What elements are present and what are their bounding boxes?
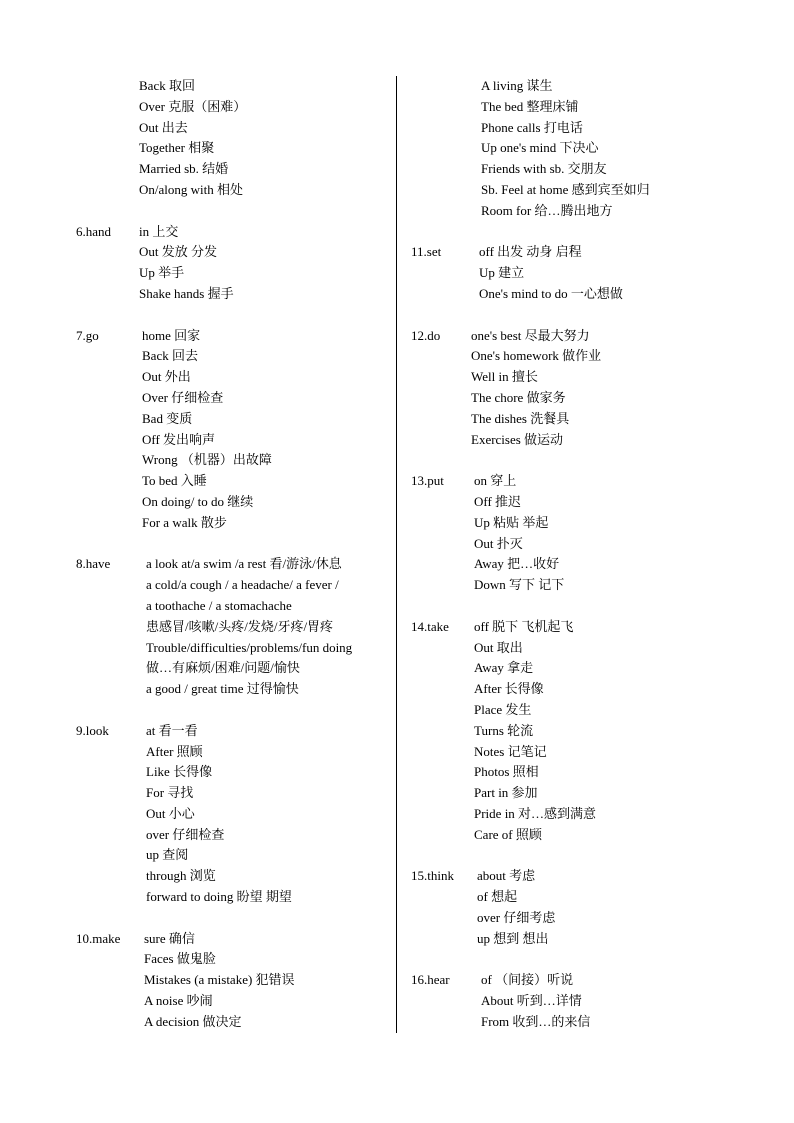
verb-heading [76, 1012, 144, 1033]
phrase-line [76, 450, 391, 471]
verb-heading: 16.hear [411, 972, 450, 988]
phrase-line [76, 638, 391, 659]
phrase-text: Out 外出 [142, 369, 191, 385]
phrase-line [76, 949, 391, 970]
phrase-text: After 照顾 [146, 743, 203, 759]
phrase-group-go [76, 326, 391, 534]
phrase-text: Married sb. 结婚 [139, 161, 229, 177]
phrase-line [411, 76, 771, 97]
phrase-line [411, 367, 771, 388]
phrase-line [76, 180, 391, 201]
phrase-text: Over 仔细检查 [142, 389, 224, 405]
verb-heading [411, 430, 471, 451]
phrase-text: at 看一看 [146, 722, 198, 738]
verb-heading: 7.go [76, 327, 99, 343]
phrase-line [411, 991, 771, 1012]
phrase-text: On doing/ to do 继续 [142, 493, 254, 509]
verb-heading: 15.think [411, 868, 454, 884]
phrase-text: Out 取出 [474, 639, 523, 655]
phrase-text: Shake hands 握手 [139, 285, 234, 301]
phrase-text: off 出发 动身 启程 [479, 244, 582, 260]
verb-heading [76, 492, 142, 513]
phrase-text: About 听到…详情 [481, 993, 582, 1009]
verb-heading [76, 263, 139, 284]
verb-heading [411, 76, 481, 97]
verb-heading [76, 346, 142, 367]
phrase-line [76, 222, 391, 243]
phrase-text: Sb. Feel at home 感到宾至如归 [481, 181, 650, 197]
phrase-text: 患感冒/咳嗽/头疼/发烧/牙疼/胃疼 [146, 618, 334, 634]
verb-heading: 9.look [76, 722, 109, 738]
phrase-text: Off 发出响声 [142, 431, 216, 447]
verb-heading [76, 742, 146, 763]
phrase-line [76, 138, 391, 159]
phrase-line [76, 471, 391, 492]
verb-heading [411, 929, 477, 950]
verb-heading [411, 97, 481, 118]
verb-heading [76, 679, 146, 700]
verb-heading [411, 284, 479, 305]
phrase-line [411, 180, 771, 201]
phrase-text: Faces 做鬼脸 [144, 951, 216, 967]
phrase-text: The dishes 洗餐具 [471, 410, 570, 426]
verb-heading: 10.make [76, 930, 121, 946]
phrase-text: Together 相聚 [139, 140, 215, 156]
phrase-text: Turns 轮流 [474, 722, 534, 738]
phrase-line [76, 242, 391, 263]
verb-heading [411, 908, 477, 929]
verb-heading [411, 679, 474, 700]
verb-heading [76, 367, 142, 388]
phrase-line [76, 159, 391, 180]
phrase-group-put [411, 471, 771, 596]
phrase-line [411, 201, 771, 222]
phrase-text: a cold/a cough / a headache/ a fever / [146, 577, 339, 593]
verb-heading [76, 804, 146, 825]
verb-heading [411, 721, 474, 742]
verb-heading [76, 284, 139, 305]
phrase-text: The bed 整理床铺 [481, 98, 579, 114]
phrase-line [411, 138, 771, 159]
phrase-line [411, 263, 771, 284]
phrase-text: about 考虑 [477, 868, 536, 884]
phrase-line [411, 804, 771, 825]
phrase-text: Exercises 做运动 [471, 431, 564, 447]
phrase-line [411, 492, 771, 513]
phrase-text: 做…有麻烦/困难/问题/愉快 [146, 660, 300, 676]
verb-heading [76, 575, 146, 596]
phrase-group-cont-make [411, 76, 771, 222]
verb-heading [411, 367, 471, 388]
phrase-line [76, 76, 391, 97]
phrase-group-cont-get [76, 76, 391, 201]
phrase-text: Over 克服（困难） [139, 98, 247, 114]
phrase-line [76, 825, 391, 846]
verb-heading [76, 409, 142, 430]
phrase-line [411, 825, 771, 846]
verb-heading: 11.set [411, 244, 442, 260]
phrase-line [76, 617, 391, 638]
phrase-line [411, 970, 771, 991]
phrase-line [411, 742, 771, 763]
phrase-text: on 穿上 [474, 473, 517, 489]
phrase-text: Like 长得像 [146, 764, 213, 780]
phrase-group-set [411, 242, 771, 304]
verb-heading [76, 450, 142, 471]
verb-heading [411, 159, 481, 180]
right-column [411, 76, 771, 1033]
phrase-line [411, 700, 771, 721]
phrase-text: Mistakes (a mistake) 犯错误 [144, 972, 295, 988]
verb-heading [76, 180, 139, 201]
phrase-line [76, 97, 391, 118]
phrase-text: Phone calls 打电话 [481, 119, 583, 135]
phrase-group-do [411, 326, 771, 451]
phrase-line [411, 762, 771, 783]
verb-heading [76, 970, 144, 991]
verb-heading [76, 783, 146, 804]
phrase-group-have [76, 554, 391, 700]
phrase-text: Up one's mind 下决心 [481, 140, 599, 156]
phrase-text: Room for 给…腾出地方 [481, 202, 613, 218]
phrase-text: over 仔细考虑 [477, 909, 556, 925]
verb-heading: 13.put [411, 473, 444, 489]
phrase-line [411, 783, 771, 804]
phrase-text: Out 小心 [146, 805, 195, 821]
phrase-line [411, 326, 771, 347]
phrase-line [76, 721, 391, 742]
phrase-text: To bed 入睡 [142, 473, 207, 489]
verb-heading [76, 76, 139, 97]
phrase-line [411, 721, 771, 742]
verb-heading [411, 180, 481, 201]
left-column [76, 76, 391, 1033]
phrase-line [411, 887, 771, 908]
verb-heading [76, 242, 139, 263]
verb-heading [411, 700, 474, 721]
verb-heading [411, 783, 474, 804]
phrase-line [76, 783, 391, 804]
verb-heading [411, 409, 471, 430]
phrase-text: Off 推迟 [474, 493, 522, 509]
phrase-text: For a walk 散步 [142, 514, 227, 530]
verb-heading [411, 492, 474, 513]
phrase-line [411, 159, 771, 180]
phrase-group-hear [411, 970, 771, 1032]
phrase-text: up 查阅 [146, 847, 189, 863]
phrase-text: Notes 记笔记 [474, 743, 547, 759]
phrase-line [76, 513, 391, 534]
phrase-text: over 仔细检查 [146, 826, 225, 842]
verb-heading [411, 762, 474, 783]
verb-heading [76, 388, 142, 409]
phrase-line [76, 409, 391, 430]
phrase-text: One's mind to do 一心想做 [479, 285, 623, 301]
phrase-text: a look at/a swim /a rest 看/游泳/休息 [146, 556, 342, 572]
phrase-line [76, 679, 391, 700]
phrase-line [76, 388, 391, 409]
verb-heading [76, 617, 146, 638]
phrase-text: A decision 做决定 [144, 1013, 242, 1029]
phrase-group-hand [76, 222, 391, 305]
verb-heading [76, 159, 139, 180]
verb-heading [411, 991, 481, 1012]
phrase-line [411, 284, 771, 305]
phrase-text: Up 建立 [479, 265, 525, 281]
phrase-text: home 回家 [142, 327, 201, 343]
verb-heading [76, 118, 139, 139]
phrase-text: Up 举手 [139, 265, 185, 281]
phrase-text: Down 写下 记下 [474, 577, 565, 593]
verb-heading [411, 638, 474, 659]
verb-heading [76, 866, 146, 887]
verb-heading [76, 596, 146, 617]
phrase-line [411, 554, 771, 575]
phrase-line [76, 367, 391, 388]
phrase-text: of （间接）听说 [481, 972, 574, 988]
phrase-line [411, 430, 771, 451]
phrase-text: up 想到 想出 [477, 930, 549, 946]
phrase-line [76, 492, 391, 513]
phrase-line [76, 118, 391, 139]
phrase-line [76, 762, 391, 783]
verb-heading: 14.take [411, 618, 449, 634]
verb-heading [411, 138, 481, 159]
verb-heading [411, 388, 471, 409]
phrase-text: For 寻找 [146, 785, 194, 801]
phrase-text: Away 拿走 [474, 660, 534, 676]
verb-heading [411, 1012, 481, 1033]
phrase-line [76, 845, 391, 866]
verb-heading [411, 554, 474, 575]
phrase-text: On/along with 相处 [139, 181, 243, 197]
phrase-line [411, 471, 771, 492]
verb-heading [76, 949, 144, 970]
verb-heading [411, 825, 474, 846]
verb-heading [76, 471, 142, 492]
phrase-text: The chore 做家务 [471, 389, 566, 405]
phrase-line [76, 346, 391, 367]
phrase-line [411, 97, 771, 118]
phrase-line [411, 658, 771, 679]
phrase-line [76, 596, 391, 617]
phrase-text: A living 谋生 [481, 78, 553, 93]
phrase-line [411, 575, 771, 596]
verb-heading [411, 201, 481, 222]
phrase-line [76, 326, 391, 347]
verb-heading [411, 742, 474, 763]
phrase-line [76, 804, 391, 825]
phrase-text: Place 发生 [474, 701, 532, 717]
phrase-group-look [76, 721, 391, 908]
phrase-line [411, 388, 771, 409]
phrase-text: through 浏览 [146, 868, 216, 884]
phrase-text: From 收到…的来信 [481, 1013, 591, 1029]
phrase-line [411, 1012, 771, 1033]
phrase-group-take [411, 617, 771, 846]
phrase-text: Well in 擅长 [471, 369, 538, 385]
phrase-line [411, 679, 771, 700]
verb-heading [76, 138, 139, 159]
phrase-text: forward to doing 盼望 期望 [146, 889, 292, 905]
phrase-line [411, 346, 771, 367]
phrase-line [411, 409, 771, 430]
phrase-line [76, 263, 391, 284]
phrase-text: Out 扑灭 [474, 535, 523, 551]
verb-heading [411, 513, 474, 534]
phrase-line [411, 929, 771, 950]
phrase-text: in 上交 [139, 223, 179, 239]
verb-heading [76, 762, 146, 783]
verb-heading: 6.hand [76, 223, 112, 239]
verb-heading: 12.do [411, 327, 441, 343]
phrase-line [411, 908, 771, 929]
phrase-text: Bad 变质 [142, 410, 193, 426]
phrase-line [76, 1012, 391, 1033]
phrase-text: Part in 参加 [474, 785, 538, 801]
phrase-line [76, 575, 391, 596]
phrase-line [76, 430, 391, 451]
phrase-text: Pride in 对…感到满意 [474, 805, 597, 821]
phrase-line [411, 534, 771, 555]
phrase-line [76, 658, 391, 679]
phrase-text: Back 取回 [139, 78, 195, 93]
phrase-line [411, 866, 771, 887]
verb-heading [411, 575, 474, 596]
phrase-line [76, 887, 391, 908]
verb-heading [76, 430, 142, 451]
verb-heading [76, 887, 146, 908]
phrase-text: Out 发放 分发 [139, 244, 218, 260]
verb-heading [76, 638, 146, 659]
phrase-line [76, 742, 391, 763]
phrase-line [76, 554, 391, 575]
phrase-text: Up 粘贴 举起 [474, 514, 549, 530]
verb-heading [76, 991, 144, 1012]
verb-heading [411, 118, 481, 139]
phrase-line [76, 866, 391, 887]
phrase-line [411, 513, 771, 534]
verb-heading [411, 263, 479, 284]
phrase-text: Trouble/difficulties/problems/fun doing [146, 639, 353, 655]
verb-heading: 8.have [76, 556, 111, 572]
phrase-text: of 想起 [477, 889, 518, 905]
phrase-text: Wrong （机器）出故障 [142, 452, 272, 468]
phrase-line [76, 970, 391, 991]
phrase-line [411, 242, 771, 263]
phrase-line [411, 617, 771, 638]
phrase-group-think [411, 866, 771, 949]
verb-heading [411, 658, 474, 679]
verb-heading [76, 97, 139, 118]
verb-heading [411, 534, 474, 555]
verb-heading [76, 825, 146, 846]
column-divider [396, 76, 397, 1033]
phrase-line [411, 118, 771, 139]
phrase-text: A noise 吵闹 [144, 993, 213, 1009]
verb-heading [411, 887, 477, 908]
phrase-text: a toothache / a stomachache [146, 597, 292, 613]
phrase-text: one's best 尽最大努力 [471, 327, 590, 343]
phrase-text: Back 回去 [142, 348, 198, 364]
verb-heading [411, 804, 474, 825]
phrase-text: Photos 照相 [474, 764, 539, 780]
phrase-line [76, 929, 391, 950]
phrase-text: Away 把…收好 [474, 556, 560, 572]
verb-heading [411, 346, 471, 367]
verb-heading [76, 513, 142, 534]
phrase-line [76, 991, 391, 1012]
phrase-text: Out 出去 [139, 119, 188, 135]
phrase-text: a good / great time 过得愉快 [146, 681, 299, 697]
verb-heading [76, 658, 146, 679]
phrase-line [76, 284, 391, 305]
phrase-text: off 脱下 飞机起飞 [474, 618, 574, 634]
verb-heading [76, 845, 146, 866]
phrase-text: sure 确信 [144, 930, 195, 946]
phrase-text: Care of 照顾 [474, 826, 542, 842]
phrase-text: After 长得像 [474, 681, 544, 697]
phrase-text: Friends with sb. 交朋友 [481, 161, 607, 177]
phrase-text: One's homework 做作业 [471, 348, 602, 364]
phrase-group-make [76, 929, 391, 1033]
phrase-line [411, 638, 771, 659]
